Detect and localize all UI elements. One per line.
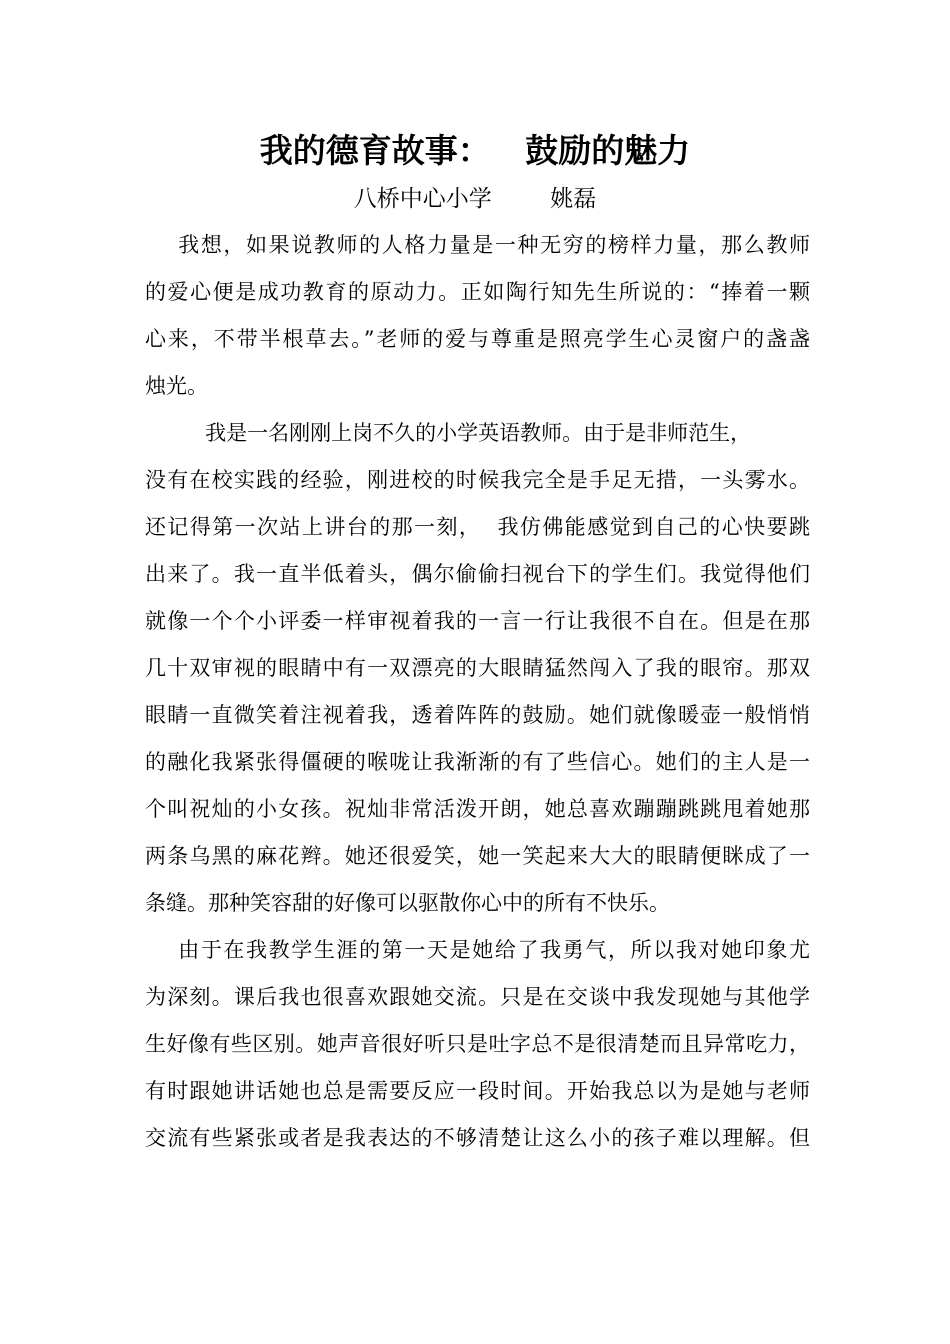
- text-line: 还记得第一次站上讲台的那一刻， 我仿佛能感觉到自己的心快要跳: [145, 515, 810, 539]
- text-line: 出来了。我一直半低着头，偶尔偷偷扫视台下的学生们。我觉得他们: [145, 562, 810, 586]
- text-line: 没有在校实践的经验，刚进校的时候我完全是手足无措，一头雾水。: [145, 468, 810, 492]
- text-line: 生好像有些区别。她声音很好听只是吐字总不是很清楚而且异常吃力，: [145, 1032, 810, 1056]
- text-line: 为深刻。课后我也很喜欢跟她交流。只是在交谈中我发现她与其他学: [145, 985, 810, 1009]
- document-subtitle: 八桥中心小学 姚磊: [353, 186, 597, 212]
- document-title: 我的德育故事： 鼓励的魅力: [259, 131, 691, 170]
- text-line: 个叫祝灿的小女孩。祝灿非常活泼开朗，她总喜欢蹦蹦跳跳甩着她那: [145, 797, 810, 821]
- text-line: 条缝。那种笑容甜的好像可以驱散你心中的所有不快乐。: [145, 891, 670, 915]
- text-line: 我想，如果说教师的人格力量是一种无穷的榜样力量，那么教师: [145, 233, 810, 257]
- text-line: 的爱心便是成功教育的原动力。正如陶行知先生所说的：“捧着一颗: [145, 280, 810, 304]
- text-line: 有时跟她讲话她也总是需要反应一段时间。开始我总以为是她与老师: [145, 1079, 810, 1103]
- body-text: [145, 222, 810, 1162]
- text-line: 眼睛一直微笑着注视着我，透着阵阵的鼓励。她们就像暖壶一般悄悄: [145, 703, 810, 727]
- text-line: 烛光。: [145, 374, 208, 398]
- text-line: 几十双审视的眼睛中有一双漂亮的大眼睛猛然闯入了我的眼帘。那双: [145, 656, 810, 680]
- text-line: 就像一个个小评委一样审视着我的一言一行让我很不自在。但是在那: [145, 609, 810, 633]
- text-line: 我是一名刚刚上岗不久的小学英语教师。由于是非师范生，: [145, 421, 752, 445]
- text-line: 由于在我教学生涯的第一天是她给了我勇气，所以我对她印象尤: [145, 938, 810, 962]
- text-line: 心来，不带半根草去。”老师的爱与尊重是照亮学生心灵窗户的盏盏: [145, 327, 810, 351]
- text-line: 交流有些紧张或者是我表达的不够清楚让这么小的孩子难以理解。但: [145, 1126, 810, 1150]
- text-line: 的融化我紧张得僵硬的喉咙让我渐渐的有了些信心。她们的主人是一: [145, 750, 810, 774]
- text-line: 两条乌黑的麻花辫。她还很爱笑，她一笑起来大大的眼睛便眯成了一: [145, 844, 810, 868]
